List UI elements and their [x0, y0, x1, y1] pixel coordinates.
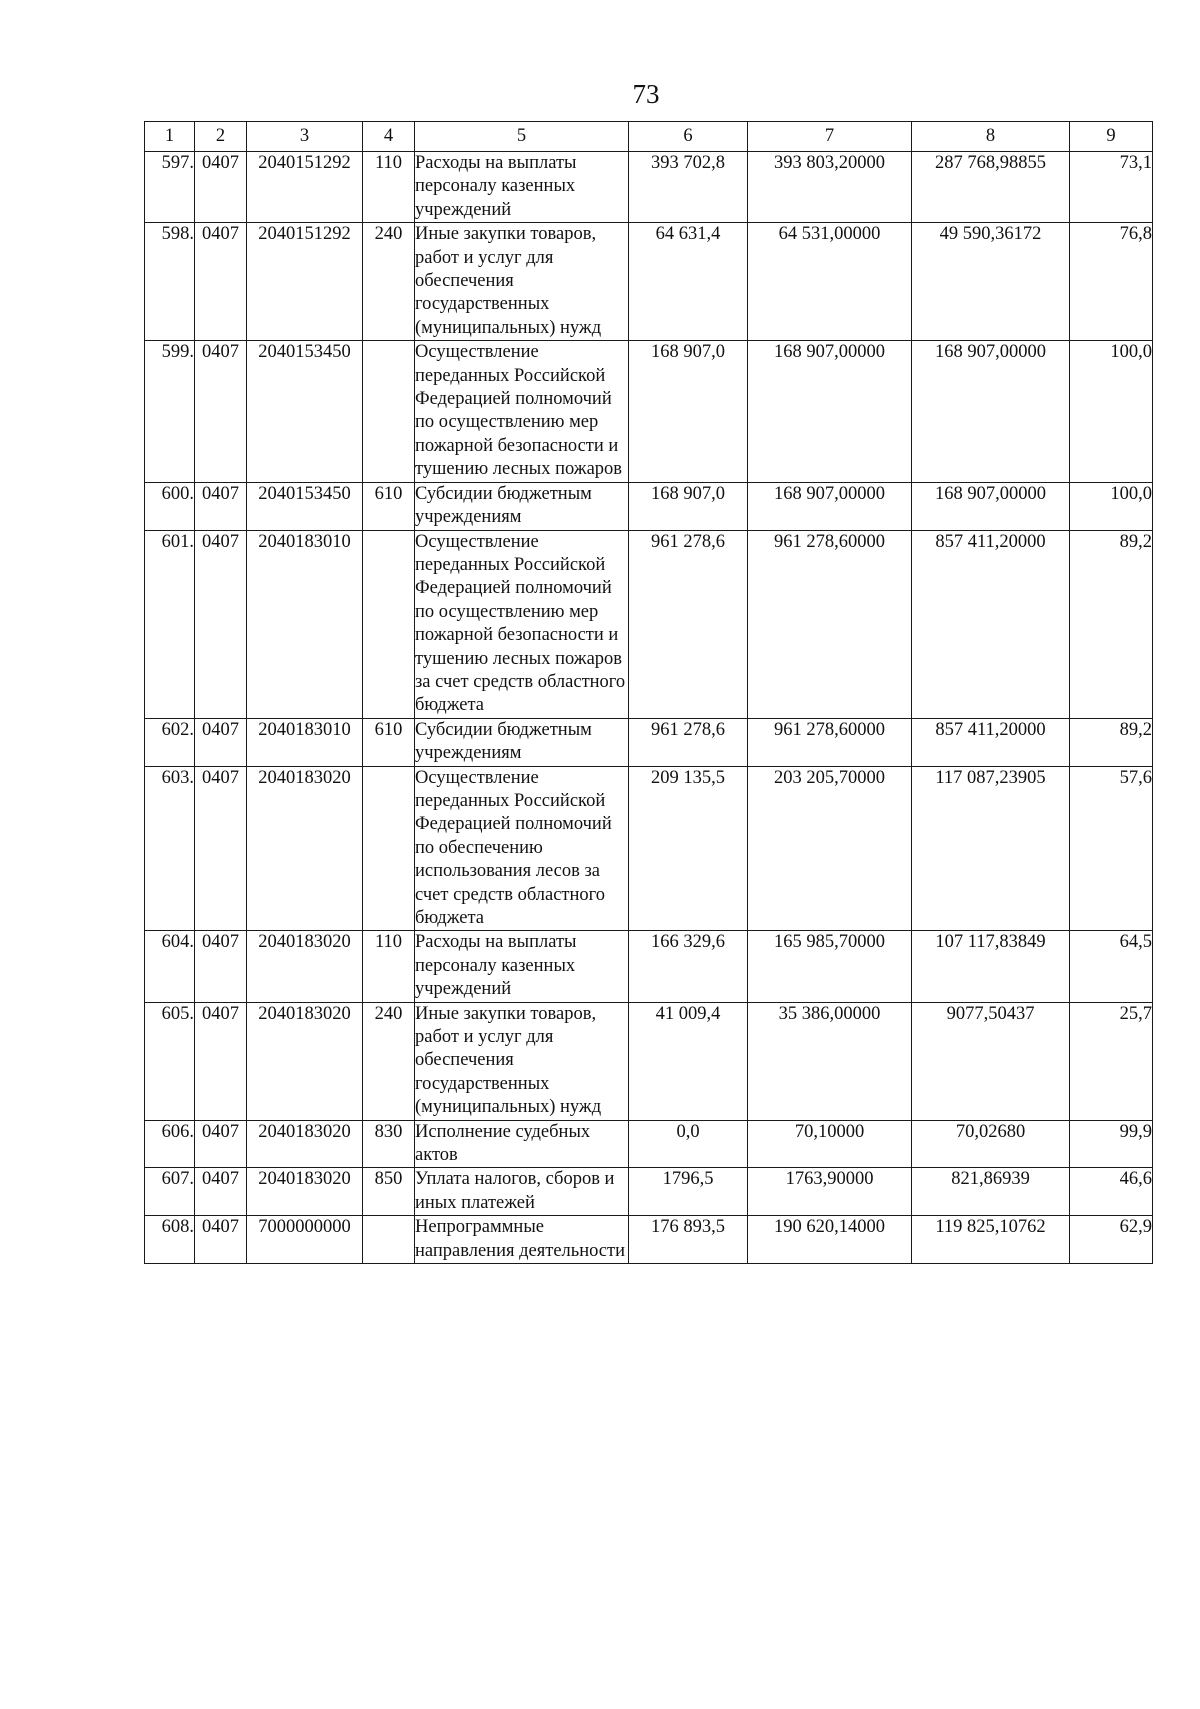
- table-row: [145, 1168, 1153, 1216]
- section-code: 0407: [195, 223, 247, 341]
- value-col-8: 49 590,36172: [912, 223, 1070, 341]
- value-col-6: 64 631,4: [629, 223, 748, 341]
- row-description: Осуществление переданных Российской Федерацией полномочий по осуществлению мер пожарной безопасности и тушению лесных пожаров: [415, 341, 629, 482]
- value-col-8: 9077,50437: [912, 1002, 1070, 1120]
- section-code: 0407: [195, 1002, 247, 1120]
- value-col-6: 0,0: [629, 1120, 748, 1168]
- percent-col-9: 62,9: [1070, 1216, 1153, 1264]
- value-col-7: 168 907,00000: [748, 482, 912, 530]
- value-col-6: 961 278,6: [629, 718, 748, 766]
- value-col-6: 166 329,6: [629, 931, 748, 1002]
- percent-col-9: 100,0: [1070, 482, 1153, 530]
- page-number: 73: [632, 79, 660, 109]
- row-description: Субсидии бюджетным учреждениям: [415, 482, 629, 530]
- table-row: [145, 530, 1153, 718]
- section-code: 0407: [195, 931, 247, 1002]
- header-cell: 4: [363, 122, 415, 152]
- expense-type-code: 850: [363, 1168, 415, 1216]
- target-article-code: 2040183020: [247, 1120, 363, 1168]
- target-article-code: 2040151292: [247, 223, 363, 341]
- expense-type-code: 110: [363, 931, 415, 1002]
- target-article-code: 2040153450: [247, 341, 363, 482]
- target-article-code: 2040183020: [247, 931, 363, 1002]
- table-row: [145, 718, 1153, 766]
- row-description: Расходы на выплаты персоналу казенных учреждений: [415, 931, 629, 1002]
- value-col-7: 961 278,60000: [748, 530, 912, 718]
- row-number: 599.: [145, 341, 195, 482]
- row-number: 605.: [145, 1002, 195, 1120]
- percent-col-9: 76,8: [1070, 223, 1153, 341]
- value-col-7: 70,10000: [748, 1120, 912, 1168]
- value-col-7: 393 803,20000: [748, 152, 912, 223]
- section-code: 0407: [195, 341, 247, 482]
- target-article-code: 2040183020: [247, 766, 363, 931]
- section-code: 0407: [195, 1120, 247, 1168]
- value-col-8: 857 411,20000: [912, 530, 1070, 718]
- row-description: Иные закупки товаров, работ и услуг для обеспечения государственных (муниципальных) нужд: [415, 1002, 629, 1120]
- row-number: 597.: [145, 152, 195, 223]
- header-cell: 8: [912, 122, 1070, 152]
- row-number: 606.: [145, 1120, 195, 1168]
- row-number: 602.: [145, 718, 195, 766]
- table-row: [145, 223, 1153, 341]
- value-col-6: 176 893,5: [629, 1216, 748, 1264]
- value-col-8: 119 825,10762: [912, 1216, 1070, 1264]
- row-description: Уплата налогов, сборов и иных платежей: [415, 1168, 629, 1216]
- row-description: Расходы на выплаты персоналу казенных учреждений: [415, 152, 629, 223]
- value-col-6: 41 009,4: [629, 1002, 748, 1120]
- row-number: 603.: [145, 766, 195, 931]
- header-cell: 1: [145, 122, 195, 152]
- header-cell: 6: [629, 122, 748, 152]
- value-col-8: 107 117,83849: [912, 931, 1070, 1002]
- value-col-8: 821,86939: [912, 1168, 1070, 1216]
- row-description: Осуществление переданных Российской Федерацией полномочий по обеспечению использования лесов за счет средств областного бюджета: [415, 766, 629, 931]
- target-article-code: 2040153450: [247, 482, 363, 530]
- percent-col-9: 89,2: [1070, 530, 1153, 718]
- percent-col-9: 89,2: [1070, 718, 1153, 766]
- value-col-7: 165 985,70000: [748, 931, 912, 1002]
- section-code: 0407: [195, 1168, 247, 1216]
- expense-type-code: [363, 530, 415, 718]
- section-code: 0407: [195, 1216, 247, 1264]
- value-col-6: 961 278,6: [629, 530, 748, 718]
- row-number: 598.: [145, 223, 195, 341]
- row-description: Иные закупки товаров, работ и услуг для обеспечения государственных (муниципальных) нужд: [415, 223, 629, 341]
- table-row: [145, 1120, 1153, 1168]
- percent-col-9: 25,7: [1070, 1002, 1153, 1120]
- value-col-6: 168 907,0: [629, 341, 748, 482]
- row-number: 604.: [145, 931, 195, 1002]
- table-row: [145, 482, 1153, 530]
- table-row: [145, 931, 1153, 1002]
- target-article-code: 2040183010: [247, 718, 363, 766]
- value-col-7: 168 907,00000: [748, 341, 912, 482]
- row-description: Осуществление переданных Российской Федерацией полномочий по осуществлению мер пожарной безопасности и тушению лесных пожаров за счет средств областного бюджета: [415, 530, 629, 718]
- header-cell: 7: [748, 122, 912, 152]
- value-col-6: 209 135,5: [629, 766, 748, 931]
- value-col-8: 168 907,00000: [912, 341, 1070, 482]
- value-col-8: 857 411,20000: [912, 718, 1070, 766]
- expense-type-code: 610: [363, 718, 415, 766]
- value-col-7: 1763,90000: [748, 1168, 912, 1216]
- value-col-7: 35 386,00000: [748, 1002, 912, 1120]
- value-col-7: 190 620,14000: [748, 1216, 912, 1264]
- target-article-code: 2040151292: [247, 152, 363, 223]
- expense-type-code: 240: [363, 223, 415, 341]
- row-number: 607.: [145, 1168, 195, 1216]
- header-row: [145, 122, 1153, 152]
- table-row: [145, 766, 1153, 931]
- header-cell: 5: [415, 122, 629, 152]
- row-description: Исполнение судебных актов: [415, 1120, 629, 1168]
- value-col-7: 961 278,60000: [748, 718, 912, 766]
- value-col-7: 64 531,00000: [748, 223, 912, 341]
- value-col-6: 168 907,0: [629, 482, 748, 530]
- target-article-code: 2040183010: [247, 530, 363, 718]
- row-number: 600.: [145, 482, 195, 530]
- table-row: [145, 1216, 1153, 1264]
- section-code: 0407: [195, 530, 247, 718]
- row-description: Непрограммные направления деятельности: [415, 1216, 629, 1264]
- table-row: [145, 1002, 1153, 1120]
- expense-type-code: [363, 766, 415, 931]
- value-col-8: 287 768,98855: [912, 152, 1070, 223]
- budget-table: [144, 121, 1153, 1264]
- value-col-7: 203 205,70000: [748, 766, 912, 931]
- value-col-8: 117 087,23905: [912, 766, 1070, 931]
- row-number: 601.: [145, 530, 195, 718]
- section-code: 0407: [195, 766, 247, 931]
- section-code: 0407: [195, 718, 247, 766]
- percent-col-9: 100,0: [1070, 341, 1153, 482]
- percent-col-9: 46,6: [1070, 1168, 1153, 1216]
- table-row: [145, 152, 1153, 223]
- expense-type-code: 610: [363, 482, 415, 530]
- section-code: 0407: [195, 482, 247, 530]
- value-col-6: 393 702,8: [629, 152, 748, 223]
- percent-col-9: 99,9: [1070, 1120, 1153, 1168]
- expense-type-code: 830: [363, 1120, 415, 1168]
- target-article-code: 7000000000: [247, 1216, 363, 1264]
- table-body: [145, 152, 1153, 1264]
- expense-type-code: [363, 1216, 415, 1264]
- expense-type-code: 240: [363, 1002, 415, 1120]
- header-cell: 3: [247, 122, 363, 152]
- target-article-code: 2040183020: [247, 1168, 363, 1216]
- expense-type-code: [363, 341, 415, 482]
- row-number: 608.: [145, 1216, 195, 1264]
- expense-type-code: 110: [363, 152, 415, 223]
- value-col-8: 168 907,00000: [912, 482, 1070, 530]
- percent-col-9: 64,5: [1070, 931, 1153, 1002]
- section-code: 0407: [195, 152, 247, 223]
- target-article-code: 2040183020: [247, 1002, 363, 1120]
- percent-col-9: 57,6: [1070, 766, 1153, 931]
- value-col-6: 1796,5: [629, 1168, 748, 1216]
- value-col-8: 70,02680: [912, 1120, 1070, 1168]
- percent-col-9: 73,1: [1070, 152, 1153, 223]
- header-cell: 9: [1070, 122, 1153, 152]
- row-description: Субсидии бюджетным учреждениям: [415, 718, 629, 766]
- header-cell: 2: [195, 122, 247, 152]
- table-row: [145, 341, 1153, 482]
